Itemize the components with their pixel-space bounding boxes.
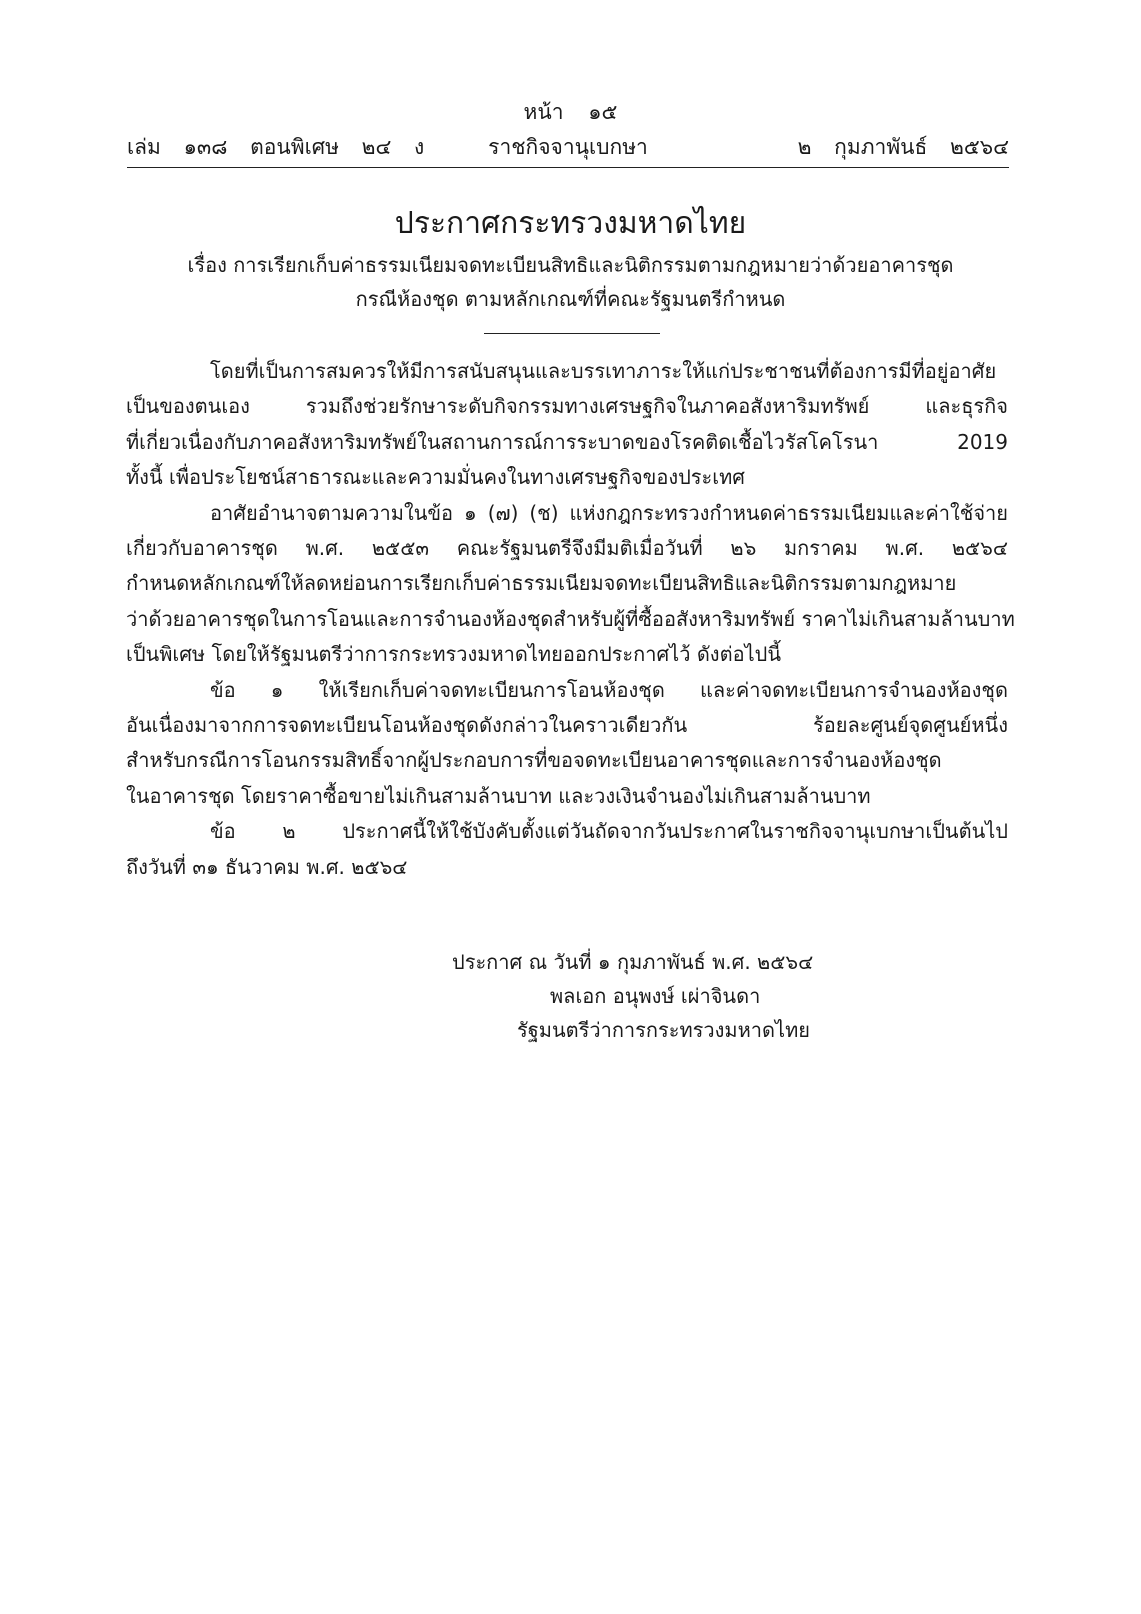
gazette-header [127,131,1009,161]
body-line: ที่เกี่ยวเนื่องกับภาคอสังหาริมทรัพย์ในสถานการณ์การระบาดของโรคติดเชื้อไวรัสโคโรนา 2019 [126,429,1008,454]
body-line: ข้อ ๑ ให้เรียกเก็บค่าจดทะเบียนการโอนห้องชุด และค่าจดทะเบียนการจำนองห้องชุด [210,677,1008,702]
body-line: ในอาคารชุด โดยราคาซื้อขายไม่เกินสามล้านบาท และวงเงินจำนองไม่เกินสามล้านบาท [126,783,871,808]
body-line: โดยที่เป็นการสมควรให้มีการสนับสนุนและบรรเทาภาระให้แก่ประชาชนที่ต้องการมีที่อยู่อาศัย [210,359,997,383]
header-divider [127,167,1009,168]
clause-1 [126,673,1008,815]
gazette-date: ๒ กุมภาพันธ์ ๒๕๖๔ [797,135,1009,159]
body-line: ข้อ ๒ ประกาศนี้ให้ใช้บังคับตั้งแต่วันถัดจากวันประกาศในราชกิจจานุเบกษาเป็นต้นไป [210,819,1008,844]
body-line: ว่าด้วยอาคารชุดในการโอนและการจำนองห้องชุดสำหรับผู้ที่ซื้ออสังหาริมทรัพย์ ราคาไม่เกินสามล้านบาท [126,606,1015,631]
announced-date: ประกาศ ณ วันที่ ๑ กุมภาพันธ์ พ.ศ. ๒๕๖๔ [452,950,814,974]
subject-line: กรณีห้องชุด ตามหลักเกณฑ์ที่คณะรัฐมนตรีกำหนด [355,287,786,311]
body-line: สำหรับกรณีการโอนกรรมสิทธิ์จากผู้ประกอบการที่ขอจดทะเบียนอาคารชุดและการจำนองห้องชุด [126,748,942,773]
signatory-name: พลเอก อนุพงษ์ เผ่าจินดา [550,984,761,1008]
body-line: เกี่ยวกับอาคารชุด พ.ศ. ๒๕๕๓ คณะรัฐมนตรีจึงมีมติเมื่อวันที่ ๒๖ มกราคม พ.ศ. ๒๕๖๔ [126,536,1008,561]
body-line: เป็นของตนเอง รวมถึงช่วยรักษาระดับกิจกรรมทางเศรษฐกิจในภาคอสังหาริมทรัพย์ และธุรกิจ [126,394,1008,419]
signature-block [452,945,822,1047]
page-number: หน้า ๑๕ [523,100,618,124]
body-line: อาศัยอำนาจตามความในข้อ ๑ (๗) (ช) แห่งกฎกระทรวงกำหนดค่าธรรมเนียมและค่าใช้จ่าย [210,500,1008,525]
body-line: ทั้งนี้ เพื่อประโยชน์สาธารณะและความมั่นคงในทางเศรษฐกิจของประเทศ [126,465,746,490]
title-divider [484,333,660,334]
body-line: อันเนื่องมาจากการจดทะเบียนโอนห้องชุดดังกล่าวในคราวเดียวกัน ร้อยละศูนย์จุดศูนย์หนึ่ง [126,713,1008,738]
gazette-name: ราชกิจจานุเบกษา [488,135,648,159]
paragraph-preamble [126,354,1008,496]
issue-info: เล่ม ๑๓๘ ตอนพิเศษ ๒๔ ง [127,135,425,159]
announcement-body [126,354,1015,885]
signatory-position: รัฐมนตรีว่าการกระทรวงมหาดไทย [517,1018,810,1042]
body-line: กำหนดหลักเกณฑ์ให้ลดหย่อนการเรียกเก็บค่าธรรมเนียมจดทะเบียนสิทธิและนิติกรรมตามกฎหมาย [126,571,957,596]
body-line: ถึงวันที่ ๓๑ ธันวาคม พ.ศ. ๒๕๖๔ [126,854,408,879]
paragraph-authority [126,496,1015,673]
announcement-subject [0,248,1141,316]
announcement-title: ประกาศกระทรวงมหาดไทย [394,206,747,241]
subject-line: เรื่อง การเรียกเก็บค่าธรรมเนียมจดทะเบียนสิทธิและนิติกรรมตามกฎหมายว่าด้วยอาคารชุด [187,253,954,277]
body-line: เป็นพิเศษ โดยให้รัฐมนตรีว่าการกระทรวงมหาดไทยออกประกาศไว้ ดังต่อไปนี้ [126,642,781,667]
clause-2 [126,814,1008,885]
